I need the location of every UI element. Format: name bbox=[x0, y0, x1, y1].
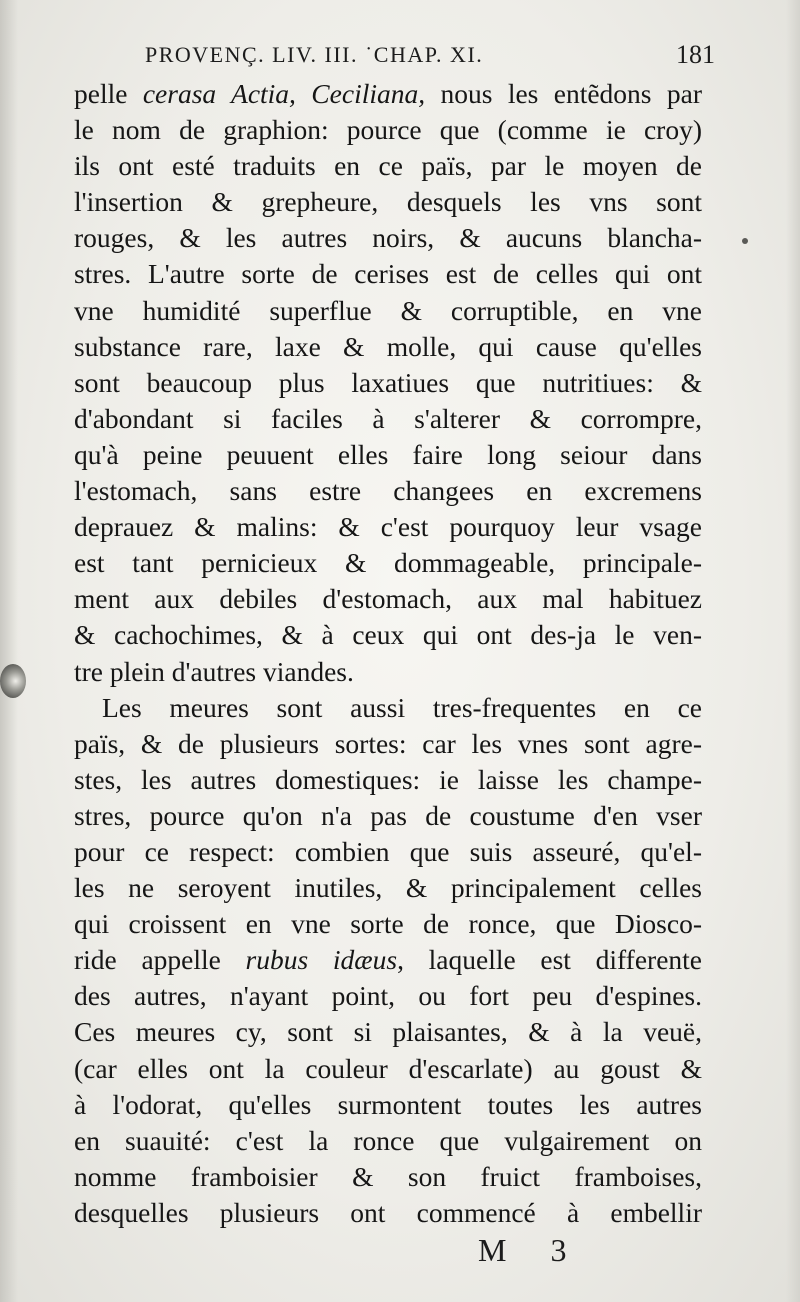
text-line-segment: desquelles plusieurs ont commencé à embellir bbox=[74, 1196, 702, 1228]
text-line-segment: d'abondant si faciles à s'alterer & corrompre, bbox=[74, 402, 702, 434]
text-line bbox=[74, 1087, 702, 1123]
text-line bbox=[74, 978, 702, 1014]
text-line-segment: vne humidité superflue & corruptible, en vne bbox=[74, 294, 702, 326]
text-line bbox=[74, 1195, 702, 1231]
text-line bbox=[74, 509, 702, 545]
text-line bbox=[74, 256, 702, 292]
text-line bbox=[74, 220, 702, 256]
italic-latin-term: cerasa Actia, Ceciliana, bbox=[142, 78, 426, 109]
text-line-segment: qu'à peine peuuent elles faire long seiour dans bbox=[74, 438, 702, 470]
text-line-segment: ment aux debiles d'estomach, aux mal habituez bbox=[74, 583, 702, 615]
text-line bbox=[74, 726, 702, 762]
ink-blot bbox=[0, 664, 26, 698]
text-line bbox=[74, 834, 702, 870]
text-line bbox=[74, 76, 702, 112]
text-line bbox=[74, 690, 702, 726]
text-line bbox=[74, 617, 702, 653]
ink-speck bbox=[742, 238, 748, 244]
text-line bbox=[74, 112, 702, 148]
text-line bbox=[74, 545, 702, 581]
text-line-segment: (car elles ont la couleur d'escarlate) au goust & bbox=[74, 1052, 702, 1084]
body-text bbox=[74, 76, 702, 1231]
text-line bbox=[74, 654, 702, 690]
text-line-segment: nous les entẽdons par bbox=[425, 78, 703, 109]
text-line-segment: stres, pource qu'on n'a pas de coustume d'en vser bbox=[74, 799, 702, 831]
text-line-segment: l'estomach, sans estre changees en excremens bbox=[74, 475, 702, 507]
text-line-segment: ride appelle bbox=[74, 944, 246, 976]
text-line-segment: deprauez & malins: & c'est pourquoy leur vsage bbox=[74, 511, 702, 543]
text-line-segment: Ces meures cy, sont si plaisantes, & à la veuë, bbox=[74, 1016, 702, 1048]
text-line bbox=[74, 762, 702, 798]
text-line bbox=[74, 870, 702, 906]
text-line bbox=[74, 798, 702, 834]
text-line bbox=[74, 1123, 702, 1159]
text-line-segment: l'insertion & grepheure, desquels les vns sont bbox=[74, 186, 702, 218]
running-head bbox=[145, 40, 715, 74]
text-line bbox=[74, 1014, 702, 1050]
text-line-segment: rouges, & les autres noirs, & aucuns blancha- bbox=[74, 222, 702, 254]
italic-latin-term: rubus idæus bbox=[245, 944, 398, 976]
text-line-segment: tre plein d'autres viandes. bbox=[74, 655, 354, 687]
text-line bbox=[74, 148, 702, 184]
text-line bbox=[74, 473, 702, 509]
text-line-segment: pour ce respect: combien que suis asseuré, qu'el- bbox=[74, 835, 702, 867]
text-line bbox=[74, 581, 702, 617]
page-shadow-left bbox=[0, 0, 18, 1302]
text-line-segment: & cachochimes, & à ceux qui ont des-ja le ven- bbox=[74, 619, 702, 651]
text-line-segment: stres. L'autre sorte de cerises est de celles qui ont bbox=[74, 258, 702, 290]
text-line bbox=[74, 293, 702, 329]
text-line-segment: stes, les autres domestiques: ie laisse les champe- bbox=[74, 763, 702, 795]
page-shadow-right bbox=[786, 0, 800, 1302]
text-line-segment: sont beaucoup plus laxatiues que nutritiues: & bbox=[74, 366, 702, 398]
text-line-segment: Les meures sont aussi tres-frequentes en ce bbox=[102, 691, 702, 723]
text-line-segment: nomme framboisier & son fruict framboises, bbox=[74, 1160, 702, 1192]
text-line bbox=[74, 365, 702, 401]
text-line bbox=[74, 906, 702, 942]
text-line bbox=[74, 437, 702, 473]
text-line-segment: le nom de graphion: pource que (comme ie croy) bbox=[74, 114, 702, 146]
page-number: 181 bbox=[676, 40, 715, 69]
text-line-segment: substance rare, laxe & molle, qui cause qu'elles bbox=[74, 330, 702, 362]
text-line-segment: païs, & de plusieurs sortes: car les vnes sont agre- bbox=[74, 727, 702, 759]
text-line-segment: à l'odorat, qu'elles surmontent toutes les autres bbox=[74, 1088, 702, 1120]
text-line bbox=[74, 401, 702, 437]
text-line bbox=[74, 329, 702, 365]
text-line-segment: les ne seroyent inutiles, & principalement celles bbox=[74, 872, 702, 904]
text-line-segment: en suauité: c'est la ronce que vulgairement on bbox=[74, 1124, 702, 1156]
text-line-segment: pelle bbox=[74, 78, 143, 109]
text-line-segment: qui croissent en vne sorte de ronce, que Diosco- bbox=[74, 908, 702, 940]
text-line-segment: , laquelle est differente bbox=[397, 944, 702, 976]
text-line-segment: des autres, n'ayant point, ou fort peu d'espines. bbox=[74, 980, 702, 1012]
signature-mark: M 3 bbox=[478, 1232, 585, 1268]
text-line-segment: ils ont esté traduits en ce païs, par le moyen de bbox=[74, 150, 702, 182]
text-line bbox=[74, 184, 702, 220]
text-line bbox=[74, 1051, 702, 1087]
text-line-segment: est tant pernicieux & dommageable, principale- bbox=[74, 547, 702, 579]
running-head-title: PROVENÇ. LIV. III. ˙CHAP. XI. bbox=[145, 42, 484, 67]
text-line bbox=[74, 942, 702, 978]
text-line bbox=[74, 1159, 702, 1195]
